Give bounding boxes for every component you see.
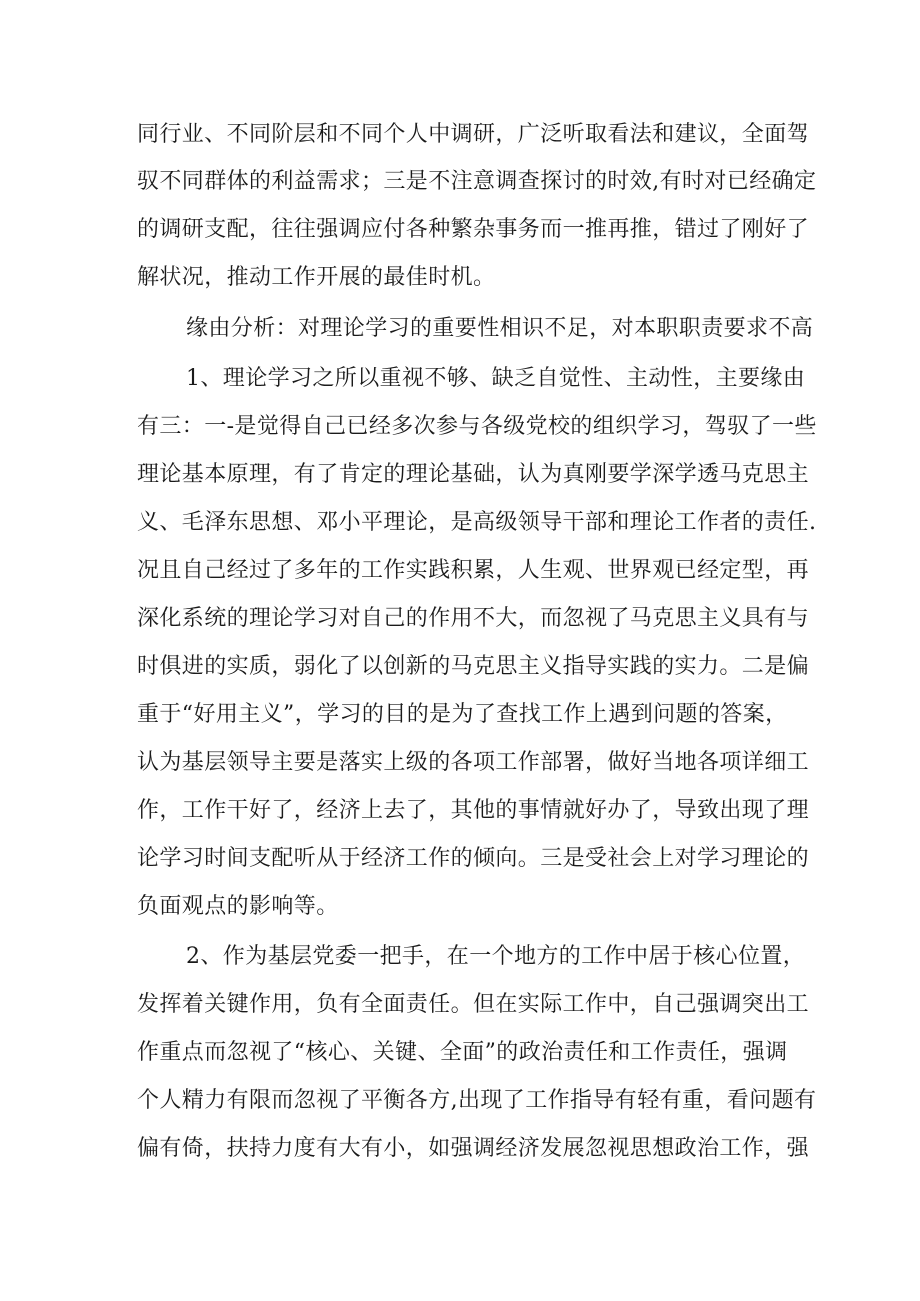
body-text-line: 发挥着关键作用，负有全面责任。但在实际工作中，自己强调突出工 [137,992,810,1017]
body-text-line: 论学习时间支配听从于经济工作的倾向。三是受社会上对学习理论的 [137,846,810,871]
body-text-line: 同行业、不同阶层和不同个人中调研，广泛听取看法和建议，全面驾 [137,122,810,147]
body-text-line: 况且自己经过了多年的工作实践积累，人生观、世界观已经定型，再 [137,558,810,583]
body-text-line: 理论基本原理，有了肯定的理论基础，认为真刚要学深学透马克思主 [137,462,810,487]
body-text-line: 义、毛泽东思想、邓小平理论，是高级领导干部和理论工作者的责任. [137,510,817,535]
body-text-line: 有三：一-是觉得自己已经多次参与各级党校的组织学习，驾驭了一些 [137,414,817,439]
body-text-line: 认为基层领导主要是落实上级的各项工作部署，做好当地各项详细工 [137,750,810,775]
paragraph-1-first-line: 1、理论学习之所以重视不够、缺乏自觉性、主动性，主要缘由 [186,366,806,391]
body-text-line: 作，工作干好了，经济上去了，其他的事情就好办了，导致出现了理 [137,798,810,823]
body-text-line: 深化系统的理论学习对自己的作用不大，而忽视了马克思主义具有与 [137,606,810,631]
body-text-line: 作重点而忽视了“核心、关键、全面”的政治责任和工作责任，强调 [137,1040,788,1065]
body-text-line: 驭不同群体的利益需求；三是不注意调查探讨的时效,有时对已经确定 [137,169,817,194]
body-text-line: 重于“好用主义”，学习的目的是为了查找工作上遇到问题的答案， [137,702,788,727]
paragraph-2-first-line: 2、作为基层党委一把手，在一个地方的工作中居于核心位置， [186,944,806,969]
body-text-line: 解状况，推动工作开展的最佳时机。 [137,265,496,290]
body-text-line: 时俱进的实质，弱化了以创新的马克思主义指导实践的实力。二是偏 [137,654,810,679]
body-text-line: 个人精力有限而忽视了平衡各方,出现了工作指导有轻有重，看问题有 [137,1088,817,1113]
body-text-line: 的调研支配，往往强调应付各种繁杂事务而一推再推，错过了刚好了 [137,217,810,242]
section-heading: 缘由分析：对理论学习的重要性相识不足，对本职职责要求不高 [186,316,814,341]
body-text-line: 负面观点的影响等。 [137,894,339,919]
body-text-line: 偏有倚，扶持力度有大有小，如强调经济发展忽视思想政治工作，强 [137,1136,810,1161]
